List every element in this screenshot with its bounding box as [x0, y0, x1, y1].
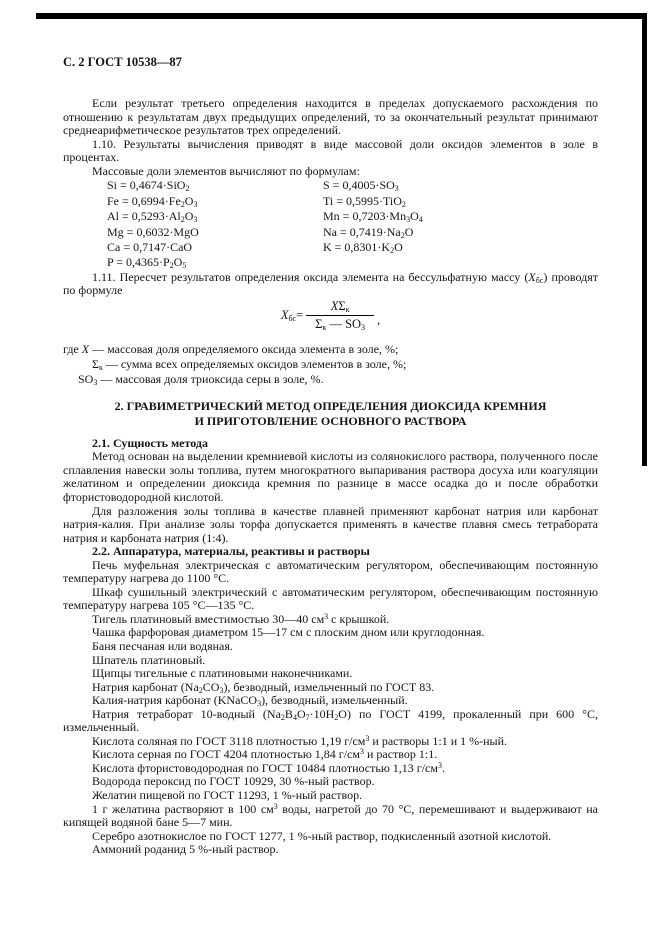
formula-fraction [306, 300, 374, 331]
paragraph-method-basis: Метод основан на выделении кремниевой кислоты из солянокислого раствора, полученного после сплавления навески золы топлива, путем многократного выпаривания раствора досуха или коагуляции желатином и определении диоксида кремния по разнице в массе осадка до и после обработки фтористоводородной кислотой. [63, 449, 598, 504]
section-2-2-heading: 2.2. Аппаратура, материалы, реактивы и растворы [92, 544, 370, 559]
formula-ca: Ca = 0,7147·CaO [107, 239, 193, 254]
paragraph-1-11: 1.11. Пересчет результатов определения оксида элемента на бессульфатную массу $(X_{бс})$ проводят по формуле [63, 269, 598, 298]
formula-row [107, 225, 598, 240]
reagent-line-gelatin: Желатин пищевой по ГОСТ 11293, 1 %-ный раствор. [92, 788, 363, 803]
bessulfate-mass-formula [63, 300, 598, 331]
reagent-line-hydrogen-peroxide: Водорода пероксид по ГОСТ 10929, 30 %-ный раствор. [92, 774, 375, 789]
paragraph-1-10: 1.10. Результаты вычисления приводят в виде массовой доли оксидов элементов в золе в процентах. [63, 136, 598, 165]
formula-row [107, 240, 598, 255]
formula-row [107, 255, 598, 270]
reagent-line-bath: Баня песчаная или водяная. [92, 639, 233, 654]
formula-mg: Mg = 0,6032·MgO [107, 224, 199, 239]
formula-lhs: $X_{бс}$ [280, 307, 297, 323]
formula-trailing-comma: , [377, 312, 381, 327]
reagent-line-furnace: Печь муфельная электрическая с автоматическим регулятором, обеспечивающим постоянную температуру нагрева до 1100 °С. [63, 557, 598, 586]
formula-row [107, 178, 598, 193]
scan-border-right-line [642, 13, 647, 466]
section-2-title-line1: 2. ГРАВИМЕТРИЧЕСКИЙ МЕТОД ОПРЕДЕЛЕНИЯ ДИОКСИДА КРЕМНИЯ [114, 398, 547, 413]
legend-sigma: $\Sigma_к$ — сумма всех определяемых оксидов элементов в золе, %; [92, 356, 407, 372]
reagent-line-potassium-sodium-carbonate: Калия-натрия карбонат (KNaCO$_3$), безводный, измельченный. [92, 693, 408, 709]
reagent-line-sodium-carbonate: Натрия карбонат $(Na_2CO_3)$, безводный, измельченный по ГОСТ 83. [92, 679, 435, 695]
reagent-line-sulfuric-acid: Кислота серная по ГОСТ 4204 плотностью 1,84 $г/см^3$ и раствор 1:1. [92, 747, 438, 762]
reagent-line-hydrofluoric-acid: Кислота фтористоводородная по ГОСТ 10484 плотностью 1,13 $г/см^3$. [92, 760, 445, 775]
formula-ti: Ti = 0,5995·TiO$_2$ [323, 193, 406, 209]
reagent-line-oven: Шкаф сушильный электрический с автоматическим регулятором, обеспечивающим постоянную температуру нагрева 105 °С—135 °С. [63, 584, 598, 613]
section-2-title [63, 399, 598, 429]
formula-si: Si = 0,4674·SiO$_2$ [107, 178, 190, 194]
legend-x: где X — массовая доля определяемого оксида элемента в золе, %; [63, 341, 399, 356]
formula-mn: $Mn = 0,7203\cdot Mn_3O_4$ [323, 209, 423, 225]
paragraph-third-result: Если результат третьего определения находится в пределах допускаемого расхождения по отношению к результатам двух предыдущих определений, то за окончательный результат принимают среднеарифметическое результатов трех определений. [63, 96, 598, 138]
scan-border-top-line [36, 13, 647, 19]
reagent-line-spatula: Шпатель платиновый. [92, 652, 206, 667]
formula-row [107, 209, 598, 224]
element-formula-table [107, 178, 598, 270]
formula-k: $K = 0,8301\cdot K_2O$ [323, 239, 403, 255]
reagent-line-gelatin-preparation: 1 г желатина растворяют в 100 $см^3$ воды, нагретой до 70 °С, перемешивают и выдерживают на кипящей водяной бане 5—7 мин. [63, 801, 598, 830]
formula-s: $S = 0,4005\cdot SO_3$ [323, 178, 399, 194]
section-2-title-line2: И ПРИГОТОВЛЕНИЕ ОСНОВНОГО РАСТВОРА [194, 413, 467, 428]
paragraph-formulas-intro: Массовые доли элементов вычисляют по формулам: [92, 163, 360, 178]
formula-p: $P = 0,4365\cdot P_2O_5$ [107, 255, 187, 271]
formula-na: $Na = 0,7419\cdot Na_2O$ [323, 224, 414, 240]
reagent-line-hydrochloric-acid: Кислота соляная по ГОСТ 3118 плотностью 1,19 $г/см^3$ и растворы 1:1 и 1 %-ный. [92, 733, 508, 748]
section-2-1-heading: 2.1. Сущность метода [92, 435, 208, 450]
fraction-numerator: $X\Sigma_к$ [330, 298, 350, 314]
reagent-line-ammonium-thiocyanate: Аммоний роданид 5 %-ный раствор. [92, 842, 279, 857]
page-header: С. 2 ГОСТ 10538—87 [63, 55, 182, 69]
reagent-line-dish: Чашка фарфоровая диаметром 15—17 см с плоским дном или круглодонная. [92, 625, 485, 640]
fraction-denominator: $\Sigma_к$ — $SO_3$ [306, 315, 374, 331]
legend-so3: $SO_3$ — массовая доля триоксида серы в золе, %. [78, 371, 324, 387]
reagent-line-crucible: Тигель платиновый вместимостью 30—40 $см^3$ с крышкой. [92, 611, 390, 626]
paragraph-flux: Для разложения золы топлива в качестве плавней применяют карбонат натрия или карбонат натрия-калия. При анализе золы торфа допускается применять в качестве плавня смесь тетрабората натрия и карбоната натрия (1:4). [63, 503, 598, 545]
page-content [63, 55, 598, 857]
reagent-line-tongs: Щипцы тигельные с платиновыми наконечниками. [92, 666, 353, 681]
formula-row [107, 194, 598, 209]
formula-al: $Al = 0,5293\cdot Al_2O_3$ [107, 209, 198, 225]
formula-fe: $Fe = 0,6994\cdot Fe_2O_3$ [107, 193, 198, 209]
formula-legend [63, 342, 598, 387]
formula-equals: = [296, 307, 304, 322]
reagent-line-sodium-tetraborate: Натрия тетраборат 10-водный $(Na_2B_4O_7\cdot 10H_2O)$ по ГОСТ 4199, прокаленный при 600 °С, измельченный. [63, 706, 598, 735]
reagent-line-silver-nitrate: Серебро азотнокислое по ГОСТ 1277, 1 %-ный раствор, подкисленный азотной кислотой. [92, 828, 552, 843]
